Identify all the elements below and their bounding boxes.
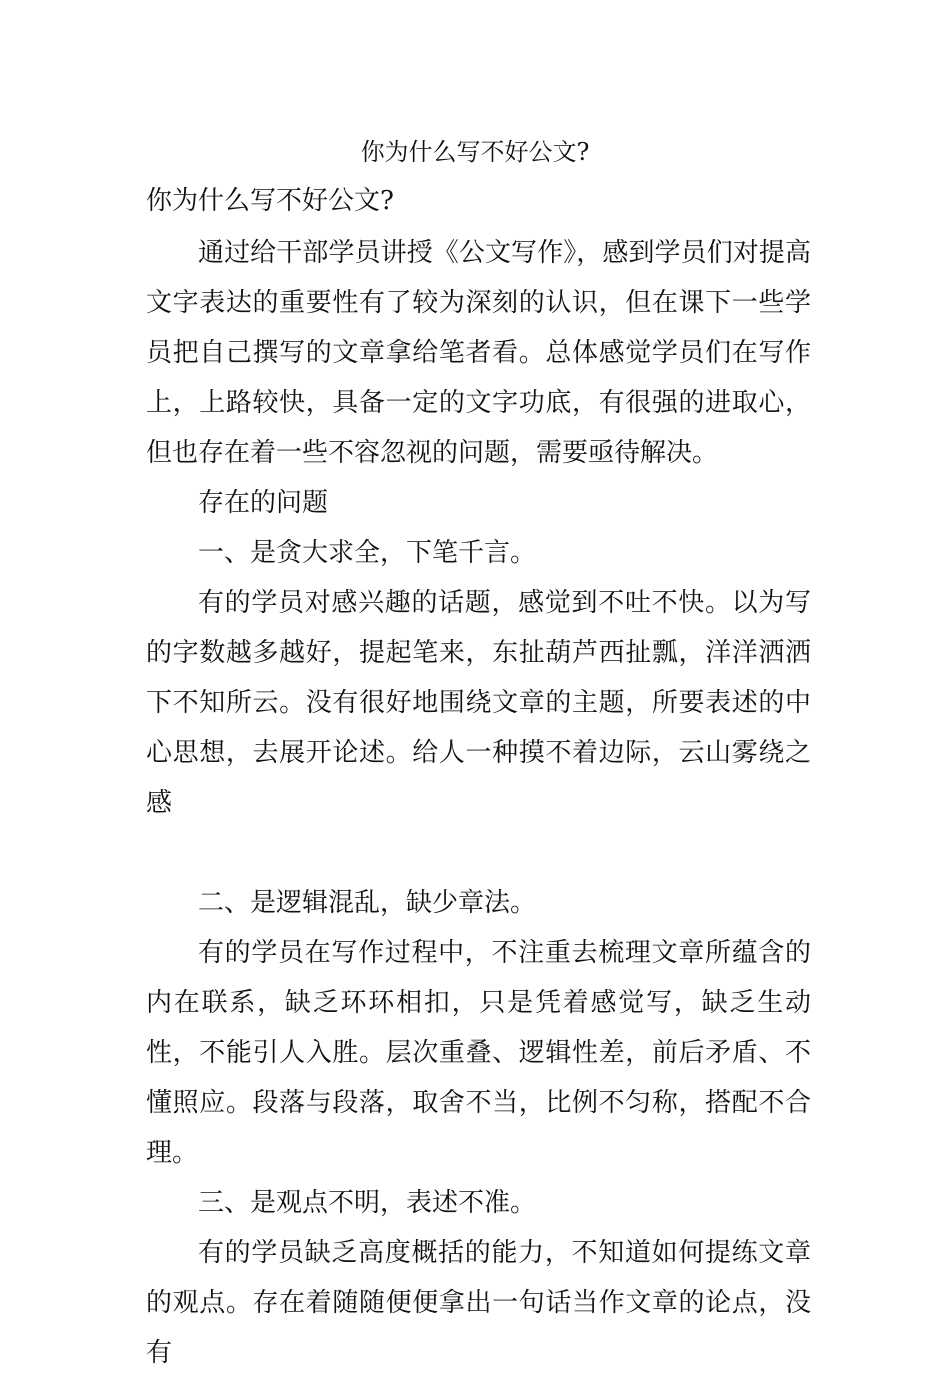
point-heading-2: 二、是逻辑混乱，缺少章法。 [198, 888, 537, 918]
document-subtitle: 你为什么写不好公文? [146, 186, 394, 216]
paragraph-intro: 通过给干部学员讲授《公文写作》，感到学员们对提高文字表达的重要性有了较为深刻的认识，但在课下一些学员把自己撰写的文章拿给笔者看。总体感觉学员们在写作上，上路较快，具备一定的文字功底，有很强的进取心，但也存在着一些不容忽视的问题，需要亟待解决。 [146, 238, 811, 468]
paragraph-point-2: 有的学员在写作过程中，不注重去梳理文章所蕴含的内在联系，缺乏环环相扣，只是凭着感觉写，缺乏生动性，不能引人入胜。层次重叠、逻辑性差，前后矛盾、不懂照应。段落与段落，取舍不当，比例不匀称，搭配不合理。 [146, 938, 811, 1168]
point-heading-3: 三、是观点不明，表述不准。 [198, 1188, 537, 1218]
section-heading-problems: 存在的问题 [198, 488, 329, 518]
document-body [146, 228, 811, 1378]
document-title: 你为什么写不好公文? [360, 138, 590, 166]
paragraph-point-3: 有的学员缺乏高度概括的能力，不知道如何提练文章的观点。存在着随随便便拿出一句话当作文章的论点，没有 [146, 1238, 811, 1368]
point-heading-1: 一、是贪大求全，下笔千言。 [198, 538, 537, 568]
paragraph-point-1: 有的学员对感兴趣的话题，感觉到不吐不快。以为写的字数越多越好，提起笔来，东扯葫芦西扯瓢，洋洋洒洒下不知所云。没有很好地围绕文章的主题，所要表述的中心思想，去展开论述。给人一种摸不着边际，云山雾绕之感 [146, 588, 811, 818]
